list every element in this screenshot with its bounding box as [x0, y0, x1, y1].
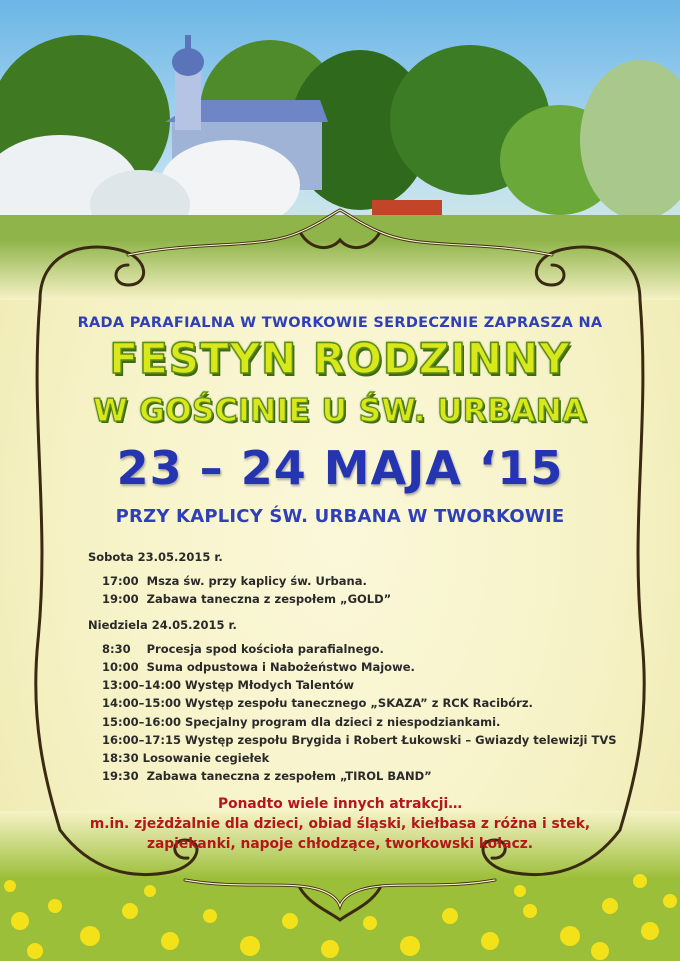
list-item: [102, 676, 648, 694]
poster-title: FESTYN RODZINNY: [109, 334, 571, 383]
list-item: [102, 694, 648, 712]
day-heading-saturday: Sobota 23.05.2015 r.: [88, 550, 223, 564]
item-time: 16:00–17:15: [102, 732, 181, 747]
list-item: [102, 658, 648, 676]
item-desc: Msza św. przy kaplicy św. Urbana.: [146, 574, 367, 588]
item-time: 17:00: [102, 574, 139, 588]
item-time: 14:00–15:00: [102, 696, 181, 711]
item-time: 18:30: [102, 750, 139, 765]
item-desc: Zabawa taneczna z zespołem „TIROL BAND”: [146, 768, 432, 783]
poster-subtitle: W GOŚCINIE U ŚW. URBANA: [93, 393, 587, 429]
item-desc: Występ zespołu tanecznego „SKAZA” z RCK Racibórz.: [184, 696, 533, 711]
item-desc: Procesja spod kościoła parafialnego.: [146, 642, 384, 657]
item-time: 19:30: [102, 768, 139, 783]
list-item: [102, 590, 648, 608]
item-time: 10:00: [102, 660, 139, 675]
list-item: [102, 572, 648, 590]
chapel-landscape-photo: [0, 0, 680, 300]
list-item: [102, 713, 648, 731]
item-desc: Specjalny program dla dzieci z niespodziankami.: [184, 714, 501, 729]
item-desc: Występ Młodych Talentów: [184, 678, 354, 693]
item-desc: Zabawa taneczna z zespołem „GOLD”: [146, 592, 392, 607]
list-item: [102, 749, 648, 767]
list-item: [102, 640, 648, 658]
extra-attractions: [0, 794, 680, 854]
day-heading-sunday: Niedziela 24.05.2015 r.: [88, 618, 237, 633]
item-time: 13:00–14:00: [102, 678, 181, 693]
invitation-text: RADA PARAFIALNA W TWORKOWIE SERDECZNIE ZAPRASZA NA: [77, 315, 603, 331]
saturday-schedule: [102, 572, 648, 608]
item-time: 8:30: [102, 642, 131, 657]
item-desc: Losowanie cegiełek: [142, 750, 270, 765]
item-time: 19:00: [102, 592, 139, 607]
extras-line-1: Ponadto wiele innych atrakcji…: [218, 796, 462, 812]
event-program: [88, 550, 648, 795]
list-item: [102, 767, 648, 785]
item-time: 15:00–16:00: [102, 714, 181, 729]
item-desc: Suma odpustowa i Nabożeństwo Majowe.: [146, 660, 415, 675]
extras-line-3: zapiekanki, napoje chłodzące, tworkowski kołacz.: [146, 836, 534, 852]
extras-line-2: m.in. zjeżdżalnie dla dzieci, obiad śląski, kiełbasa z różna i stek,: [89, 816, 591, 832]
item-desc: Występ zespołu Brygida i Robert Łukowski – Gwiazdy telewizji TVS: [184, 732, 617, 747]
sunday-schedule: [102, 640, 648, 785]
event-dates: 23 – 24 MAJA ‘15: [116, 441, 564, 495]
list-item: [102, 731, 648, 749]
event-location: PRZY KAPLICY ŚW. URBANA W TWORKOWIE: [115, 506, 565, 527]
